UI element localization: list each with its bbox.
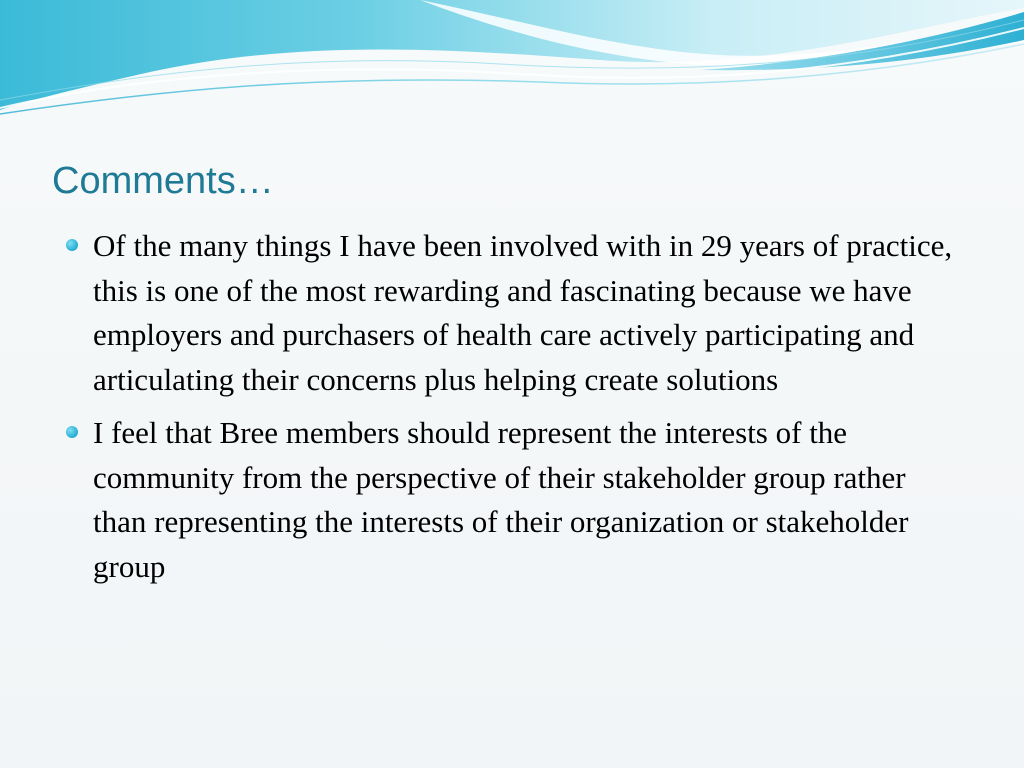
bullet-list [64,224,964,598]
bullet-text: Of the many things I have been involved with in 29 years of practice, this is one of the most rewarding and fascinating because we have employers and purchasers of health care actively participating and articulating their concerns plus helping create solutions [93,228,953,397]
bullet-item [64,224,964,402]
bullet-item [64,411,964,589]
bullet-dot-icon [66,239,78,251]
header-wave-decoration [0,0,1024,130]
bullet-text: I feel that Bree members should represent the interests of the community from the perspective of their stakeholder group rather than representing the interests of their organization or stakeholder group [93,415,909,584]
slide-title: Comments… [52,160,274,202]
bullet-dot-icon [66,426,78,438]
